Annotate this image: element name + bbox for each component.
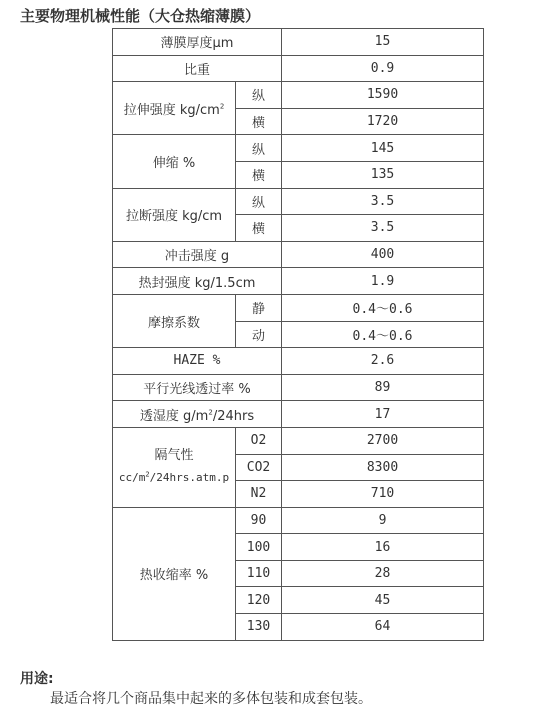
row-sublabel: N2 — [236, 481, 282, 508]
row-value: 1590 — [282, 82, 484, 109]
properties-table — [112, 28, 484, 641]
row-value: 145 — [282, 135, 484, 162]
row-value: 3.5 — [282, 215, 484, 242]
table-row — [113, 82, 484, 109]
usage-text: 最适合将几个商品集中起来的多体包装和成套包装。 — [50, 691, 372, 707]
row-sublabel: 横 — [236, 161, 282, 188]
row-label: 摩擦系数 — [113, 294, 236, 347]
row-value: 89 — [282, 374, 484, 401]
table-row — [113, 401, 484, 428]
row-sublabel: 横 — [236, 215, 282, 242]
row-sublabel: 动 — [236, 321, 282, 348]
row-value: 135 — [282, 161, 484, 188]
row-value: 1720 — [282, 108, 484, 135]
row-value: 0.4～0.6 — [282, 321, 484, 348]
row-sublabel: 纵 — [236, 135, 282, 162]
row-label: 隔气性 $cc/m^2/24hrs.atm.p$ — [113, 427, 236, 507]
row-value: 0.4～0.6 — [282, 294, 484, 321]
row-value: 710 — [282, 481, 484, 508]
row-label: 透湿度 $g/m^2/24hrs$ — [113, 401, 282, 428]
table-row — [113, 374, 484, 401]
row-sublabel: 纵 — [236, 82, 282, 109]
row-sublabel: 90 — [236, 507, 282, 534]
row-label: 拉断强度 kg/cm — [113, 188, 236, 241]
row-value: 17 — [282, 401, 484, 428]
row-sublabel: 纵 — [236, 188, 282, 215]
row-value: 2.6 — [282, 348, 484, 375]
row-value: 15 — [282, 29, 484, 56]
table-row — [113, 348, 484, 375]
row-label: 比重 — [113, 55, 282, 82]
page-title: 主要物理机械性能（大仓热缩薄膜） — [20, 7, 261, 25]
row-value: 16 — [282, 534, 484, 561]
row-sublabel: 横 — [236, 108, 282, 135]
table-row — [113, 55, 484, 82]
row-value: 2700 — [282, 427, 484, 454]
row-sublabel: 110 — [236, 560, 282, 587]
table-row — [113, 268, 484, 295]
row-label: 平行光线透过率 % — [113, 374, 282, 401]
row-sublabel: 100 — [236, 534, 282, 561]
row-value: 45 — [282, 587, 484, 614]
row-value: 9 — [282, 507, 484, 534]
row-label: 冲击强度 g — [113, 241, 282, 268]
row-sublabel: 120 — [236, 587, 282, 614]
row-value: 0.9 — [282, 55, 484, 82]
row-sublabel: 静 — [236, 294, 282, 321]
table-row — [113, 241, 484, 268]
row-label: 薄膜厚度μm — [113, 29, 282, 56]
row-value: 8300 — [282, 454, 484, 481]
row-label: 伸缩 % — [113, 135, 236, 188]
table-row — [113, 135, 484, 162]
row-value: 28 — [282, 560, 484, 587]
table-row — [113, 294, 484, 321]
row-label: 热收缩率 % — [113, 507, 236, 640]
table-row — [113, 427, 484, 454]
row-label: 拉伸强度 $kg/cm^2$ — [113, 82, 236, 135]
table-row — [113, 507, 484, 534]
row-label: 热封强度 kg/1.5cm — [113, 268, 282, 295]
row-value: 1.9 — [282, 268, 484, 295]
row-value: 400 — [282, 241, 484, 268]
row-sublabel: O2 — [236, 427, 282, 454]
row-label: HAZE % — [113, 348, 282, 375]
usage-heading: 用途: — [20, 671, 54, 687]
row-sublabel: CO2 — [236, 454, 282, 481]
row-value: 3.5 — [282, 188, 484, 215]
table-row — [113, 29, 484, 56]
table-row — [113, 188, 484, 215]
row-value: 64 — [282, 614, 484, 641]
row-sublabel: 130 — [236, 614, 282, 641]
